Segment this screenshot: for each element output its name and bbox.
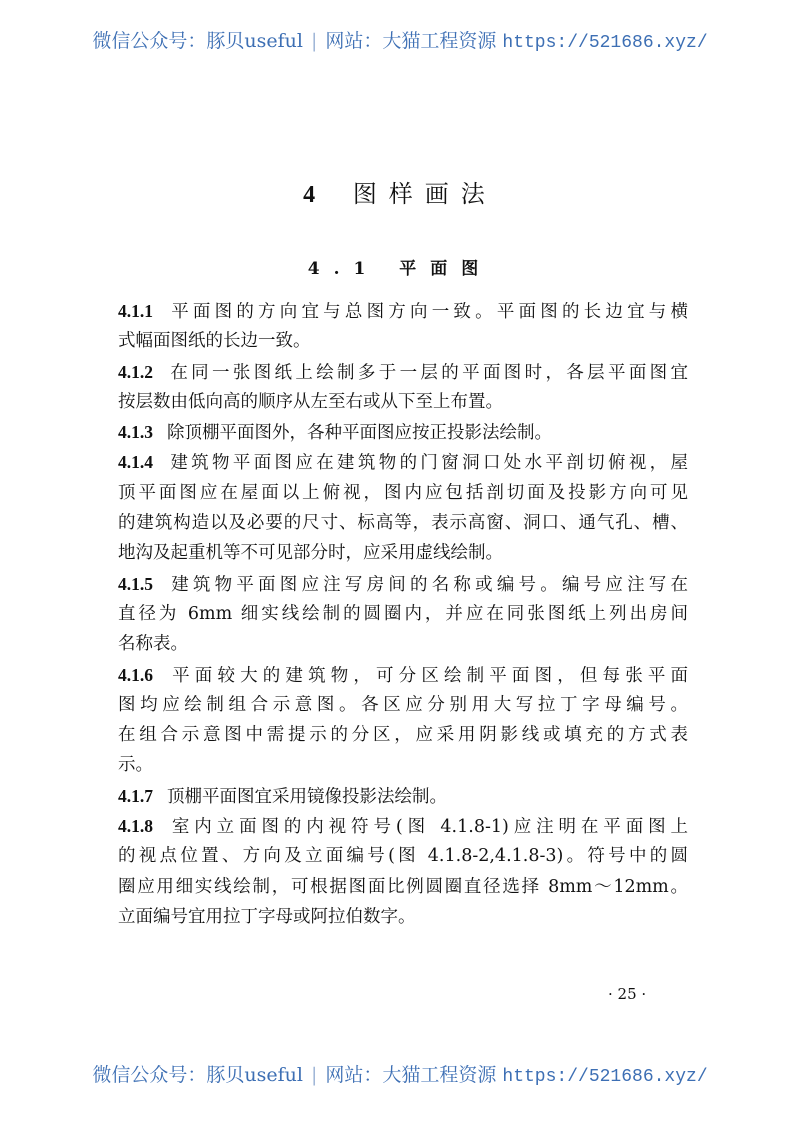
clause-line [118, 478, 688, 508]
clause-text: 示。 [118, 755, 153, 776]
watermark-footer [0, 1060, 800, 1087]
clause-text: 在同一张图纸上绘制多于一层的平面图时，各层平面图宜 [167, 362, 688, 383]
clause-text: 式幅面图纸的长边一致。 [118, 331, 311, 352]
clause-text: 地沟及起重机等不可见部分时，应采用虚线绘制。 [118, 543, 503, 564]
clause-line [118, 690, 688, 720]
watermark-url[interactable]: https://521686.xyz/ [502, 1067, 708, 1087]
watermark-url[interactable]: https://521686.xyz/ [502, 33, 708, 53]
document-body [118, 296, 688, 932]
watermark-header [0, 26, 800, 53]
clause-number: 4.1.8 [118, 816, 153, 837]
clause-text: 的视点位置、方向及立面编号(图 4.1.8-2,4.1.8-3)。符号中的圆 [118, 846, 688, 867]
clause-text: 名称表。 [118, 634, 188, 655]
clause-number: 4.1.2 [118, 361, 153, 382]
clause-line [118, 811, 688, 841]
clause [118, 417, 688, 447]
clause-line [118, 296, 688, 326]
clause-number: 4.1.1 [118, 301, 153, 321]
clause-text: 圈应用细实线绘制，可根据图面比例圆圈直径选择 8mm～12mm。 [118, 876, 688, 897]
clause-line [118, 750, 688, 780]
watermark-wechat: 微信公众号：豚贝useful [92, 30, 303, 52]
clause-text: 平面较大的建筑物，可分区绘制平面图，但每张平面 [167, 665, 688, 686]
section-heading: 4.1 平面图 [307, 259, 493, 279]
watermark-separator: | [310, 30, 318, 52]
clause [118, 296, 688, 357]
clause-text: 的建筑构造以及必要的尺寸、标高等，表示高窗、洞口、通气孔、槽、 [118, 513, 688, 534]
watermark-separator: | [310, 1064, 318, 1086]
watermark-site: 网站：大猫工程资源 [325, 1064, 497, 1086]
clause-text: 室内立面图的内视符号(图 4.1.8-1)应注明在平面图上 [167, 817, 688, 838]
clause-line [118, 326, 688, 356]
clause [118, 569, 688, 660]
clause-line [118, 447, 688, 477]
clause-line [118, 417, 688, 447]
clause-text: 除顶棚平面图外，各种平面图应按正投影法绘制。 [167, 423, 552, 444]
clause-line [118, 781, 688, 811]
clause-line [118, 841, 688, 871]
clause-text: 平面图的方向宜与总图方向一致。平面图的长边宜与横 [167, 302, 688, 322]
clause-text: 图均应绘制组合示意图。各区应分别用大写拉丁字母编号。 [118, 694, 688, 715]
clause-line [118, 538, 688, 568]
clause-line [118, 569, 688, 599]
clause-line [118, 872, 688, 902]
clause-line [118, 660, 688, 690]
clause-text: 建筑物平面图应注写房间的名称或编号。编号应注写在 [167, 574, 688, 595]
clause [118, 811, 688, 932]
clause-number: 4.1.6 [118, 664, 153, 685]
clause-number: 4.1.3 [118, 422, 153, 443]
chapter-number: 4 [303, 182, 328, 208]
clause-line [118, 357, 688, 387]
clause-text: 按层数由低向高的顺序从左至右或从下至上布置。 [118, 391, 503, 412]
watermark-site: 网站：大猫工程资源 [325, 30, 497, 52]
clause-number: 4.1.5 [118, 573, 153, 594]
clause-line [118, 599, 688, 629]
clause [118, 447, 688, 568]
clause [118, 660, 688, 781]
clause-line [118, 508, 688, 538]
chapter-heading [0, 174, 800, 209]
clause [118, 357, 688, 418]
clause-text: 在组合示意图中需提示的分区，应采用阴影线或填充的方式表 [118, 725, 688, 746]
clause-line [118, 902, 688, 932]
clause-text: 顶棚平面图宜采用镜像投影法绘制。 [167, 786, 447, 807]
watermark-wechat: 微信公众号：豚贝useful [92, 1064, 303, 1086]
clause-text: 立面编号宜用拉丁字母或阿拉伯数字。 [118, 906, 416, 927]
clause-text: 顶平面图应在屋面以上俯视，图内应包括剖切面及投影方向可见 [118, 482, 688, 503]
clause [118, 781, 688, 811]
clause-line [118, 629, 688, 659]
clause-line [118, 720, 688, 750]
clause-text: 建筑物平面图应在建筑物的门窗洞口处水平剖切俯视，屋 [167, 453, 688, 474]
clause-number: 4.1.4 [118, 452, 153, 473]
clause-number: 4.1.7 [118, 785, 153, 806]
page-number: · 25 · [608, 985, 647, 1003]
chapter-title: 图样画法 [352, 180, 497, 208]
clause-line [118, 387, 688, 417]
clause-text: 直径为 6mm 细实线绘制的圆圈内，并应在同张图纸上列出房间 [118, 603, 688, 624]
